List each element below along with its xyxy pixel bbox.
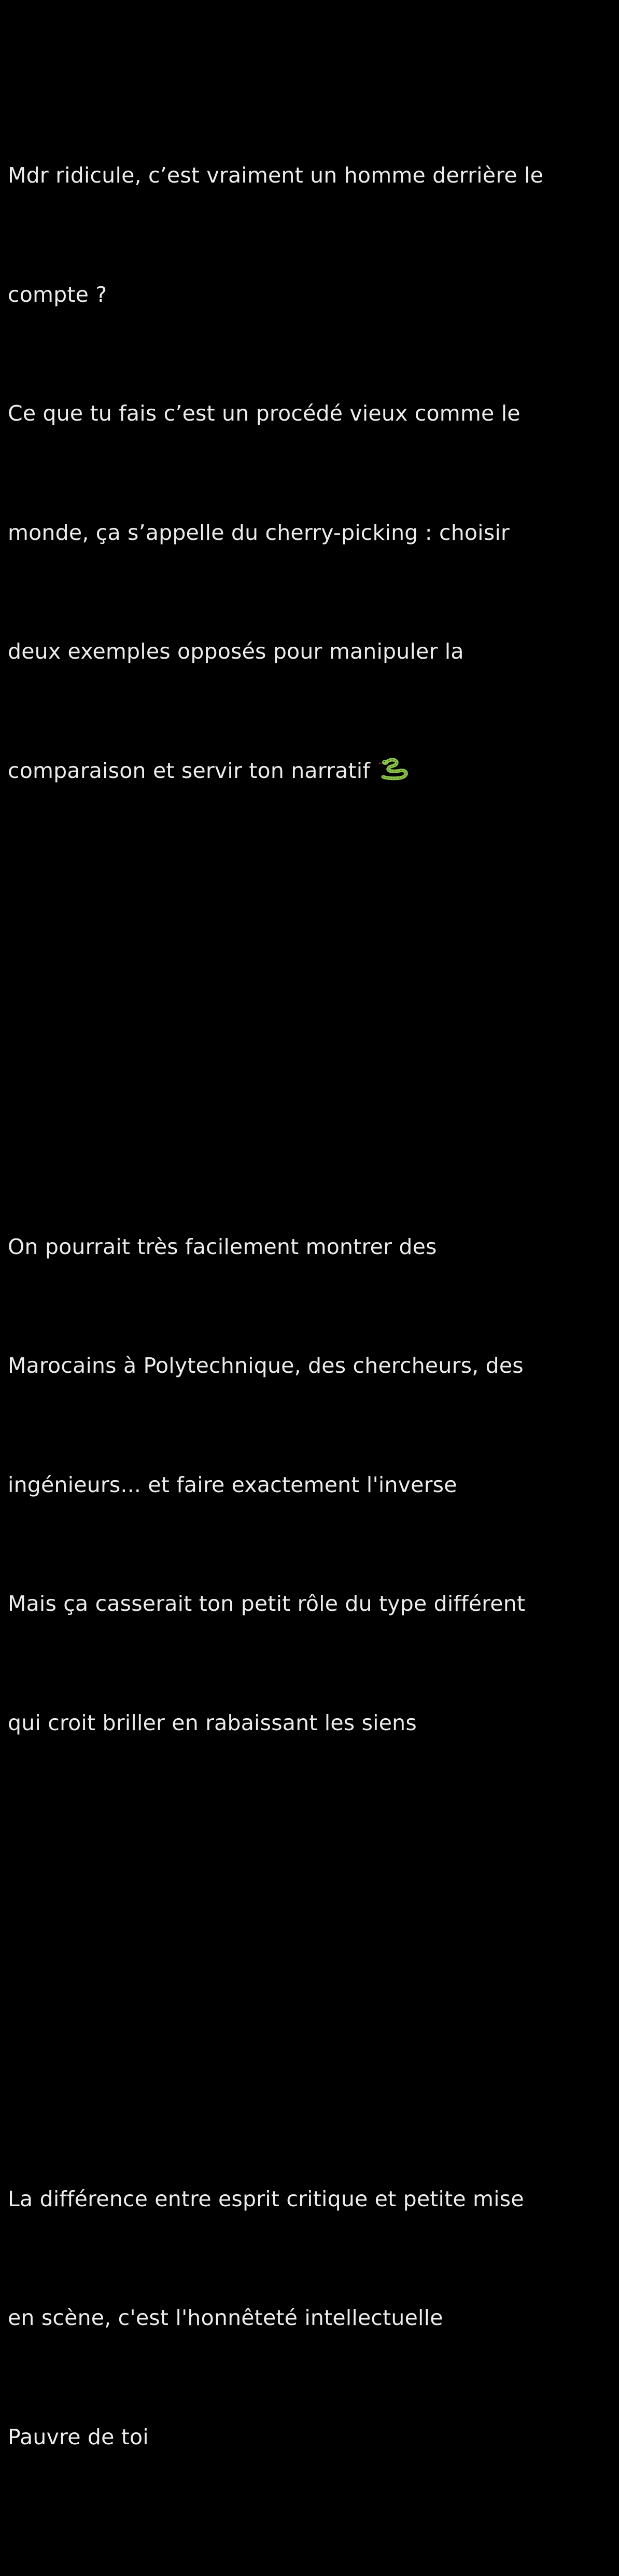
paragraph-gap [8, 989, 614, 1029]
text-line: en scène, c'est l'honnêteté intellectuelle [8, 2305, 443, 2330]
paragraph-2 [8, 1148, 614, 1822]
text-line: monde, ça s’appelle du cherry-picking : choisir [8, 520, 510, 545]
text-line: Mdr ridicule, c’est vraiment un homme derrière le [8, 163, 544, 188]
paragraph-1 [8, 76, 614, 870]
text-line-text: comparaison et servir ton narratif [8, 758, 370, 783]
paragraph-3 [8, 2100, 614, 2537]
message-body [8, 0, 614, 2576]
text-line: Mais ça casserait ton petit rôle du type différent [8, 1591, 526, 1616]
text-line: On pourrait très facilement montrer des [8, 1234, 437, 1259]
paragraph-gap [8, 1941, 614, 1981]
text-line: compte ? [8, 282, 107, 307]
snake-icon [379, 757, 409, 781]
text-line: ingénieurs... et faire exactement l'inverse [8, 1472, 457, 1497]
text-line: La différence entre esprit critique et petite mise [8, 2186, 524, 2211]
text-line-with-emoji [8, 751, 614, 791]
text-line: Marocains à Polytechnique, des chercheurs, des [8, 1353, 524, 1378]
text-line: Ce que tu fais c’est un procédé vieux comme le [8, 401, 520, 426]
text-line: Pauvre de toi [8, 2424, 149, 2449]
text-line: deux exemples opposés pour manipuler la [8, 639, 464, 664]
text-line: qui croit briller en rabaissant les siens [8, 1710, 417, 1735]
